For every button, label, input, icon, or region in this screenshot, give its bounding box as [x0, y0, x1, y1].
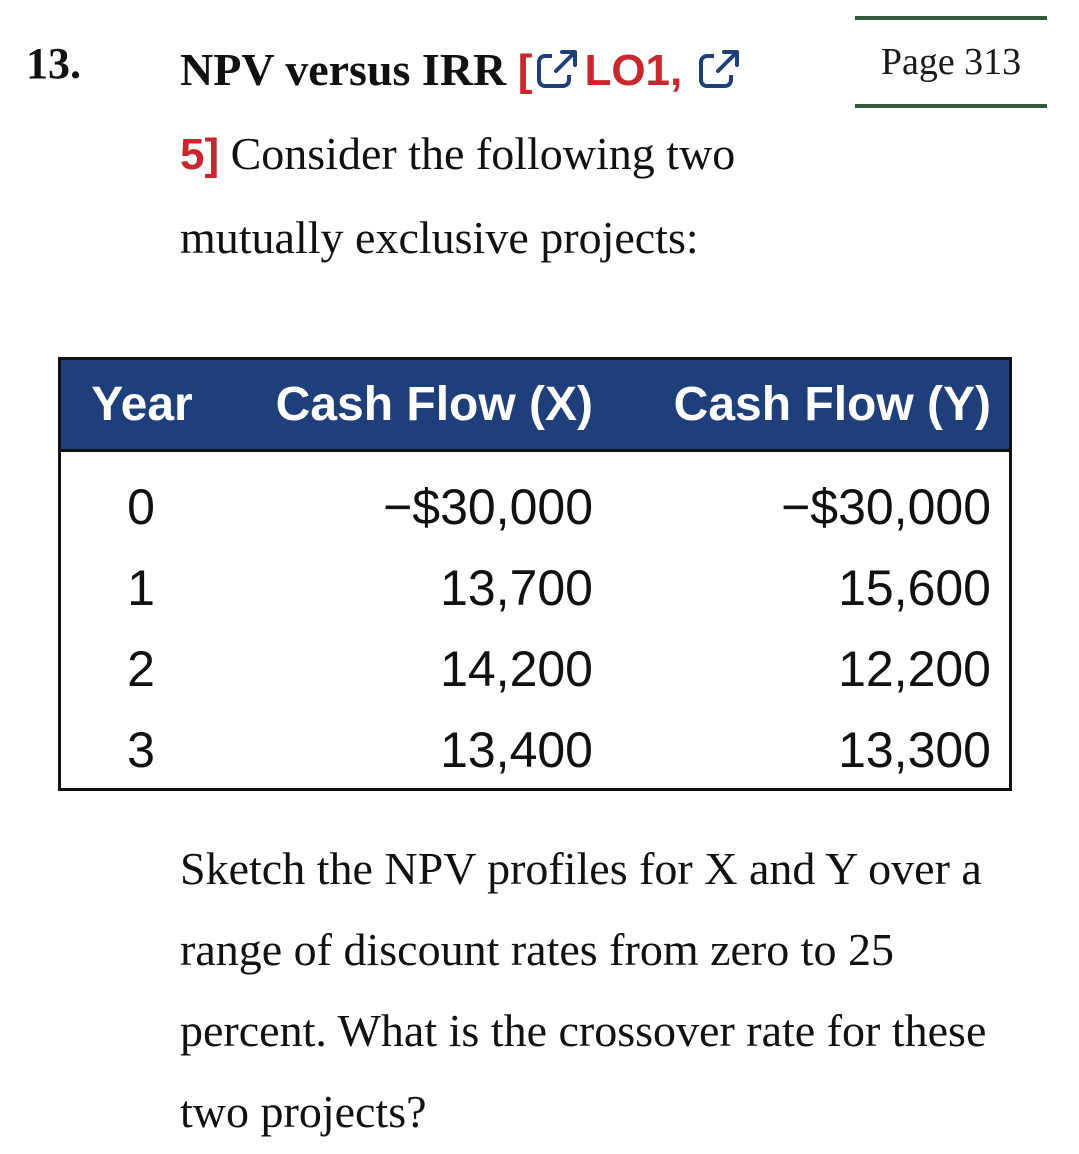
- table-row: [61, 547, 1009, 628]
- cash-flow-table: [58, 357, 1012, 791]
- lo-link-2[interactable]: 5]: [180, 130, 220, 179]
- cell-cash-flow-y: 15,600: [838, 559, 991, 616]
- cell-cash-flow-x: −$30,000: [383, 478, 593, 535]
- cell-cash-flow-x: 13,700: [440, 559, 593, 616]
- header-year: Year: [91, 378, 193, 431]
- cell-year: 3: [127, 721, 155, 778]
- cell-year: 0: [127, 478, 155, 535]
- cell-year: 1: [127, 559, 155, 616]
- lo-link-1[interactable]: LO1,: [584, 46, 683, 95]
- table-row: [61, 466, 1009, 547]
- cell-year: 2: [127, 640, 155, 697]
- table-header-row: [61, 360, 1009, 452]
- header-cash-flow-x: Cash Flow (X): [275, 378, 593, 431]
- problem-title: NPV versus IRR: [180, 44, 507, 95]
- problem-intro: [180, 28, 840, 279]
- cell-cash-flow-y: 12,200: [838, 640, 991, 697]
- bracket-open: [: [517, 46, 533, 95]
- intro-text: Consider the following two mutually exclusive projects:: [180, 128, 736, 263]
- table-row: [61, 628, 1009, 709]
- external-link-icon[interactable]: [698, 34, 742, 78]
- problem-number: 13.: [26, 39, 81, 88]
- cell-cash-flow-y: −$30,000: [781, 478, 991, 535]
- table-body: [61, 452, 1009, 790]
- question-text: Sketch the NPV profiles for X and Y over a range of discount rates from zero to 25 percent. What is the crossover rate for these two projects?: [180, 843, 987, 1137]
- table-row: [61, 709, 1009, 790]
- header-cash-flow-y: Cash Flow (Y): [673, 378, 991, 431]
- external-link-icon[interactable]: [536, 34, 580, 78]
- page-reference: Page 313: [855, 16, 1047, 108]
- cell-cash-flow-x: 14,200: [440, 640, 593, 697]
- cell-cash-flow-x: 13,400: [440, 721, 593, 778]
- cell-cash-flow-y: 13,300: [838, 721, 991, 778]
